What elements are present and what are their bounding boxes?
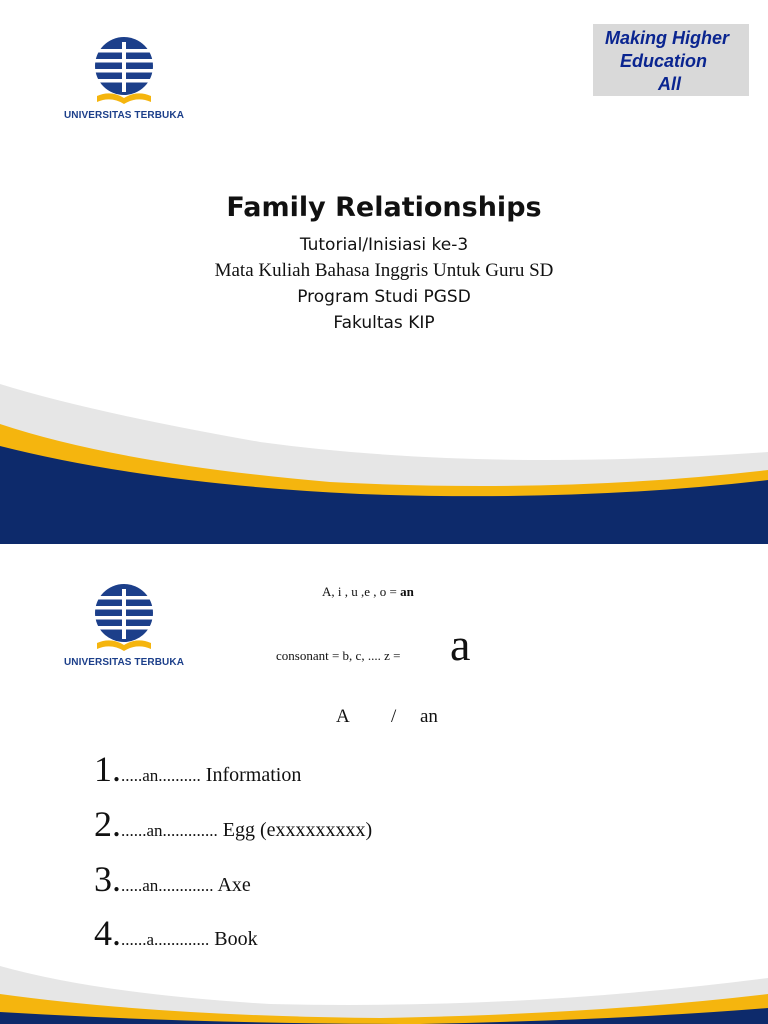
item-lead-dots: ..... — [121, 766, 143, 785]
item-word: Egg (exxxxxxxxx) — [217, 819, 373, 841]
vowel-rule-answer: an — [400, 584, 414, 599]
item-word: Information — [200, 764, 302, 786]
item-trail-dots: ............. — [154, 930, 210, 949]
item-word: Axe — [213, 874, 251, 896]
item-lead-dots: ...... — [121, 930, 147, 949]
slide-articles — [0, 544, 768, 1024]
tagline-line-3: All — [658, 74, 682, 94]
item-word: Book — [209, 928, 258, 950]
exercise-item-2 — [94, 803, 372, 845]
item-number: 1. — [94, 749, 121, 789]
tagline-box — [593, 24, 749, 96]
item-answer: an — [146, 821, 163, 840]
decorative-wave — [0, 384, 768, 544]
vowel-rule-text: A, i , u ,e , o = — [322, 584, 401, 599]
university-logo — [62, 36, 186, 126]
choice-an: an — [420, 706, 438, 727]
exercise-item-3 — [94, 858, 251, 900]
item-answer: a — [146, 930, 155, 949]
consonant-rule: consonant = b, c, .... z = — [276, 648, 401, 663]
tagline-line-1: Making Higher — [605, 28, 730, 48]
subtitle-program: Program Studi PGSD — [297, 287, 471, 307]
university-name: UNIVERSITAS TERBUKA — [63, 110, 185, 121]
decorative-wave — [0, 954, 768, 1024]
ut-emblem-icon — [89, 583, 159, 655]
item-answer: an — [142, 766, 159, 785]
choice-a: A — [336, 706, 350, 727]
subtitle-faculty: Fakultas KIP — [333, 313, 435, 333]
item-number: 3. — [94, 859, 121, 899]
tagline-line-2: Education — [620, 51, 708, 71]
exercise-item-1 — [94, 748, 301, 790]
item-number: 2. — [94, 804, 121, 844]
subtitle-tutorial: Tutorial/Inisiasi ke-3 — [299, 235, 469, 255]
choice-separator: / — [391, 706, 397, 727]
slide-title-heading: Family Relationships — [226, 192, 542, 223]
item-answer: an — [142, 876, 159, 895]
university-logo — [62, 583, 186, 673]
item-lead-dots: ..... — [121, 876, 143, 895]
item-trail-dots: ............. — [162, 821, 218, 840]
university-name: UNIVERSITAS TERBUKA — [63, 657, 185, 668]
item-lead-dots: ...... — [121, 821, 147, 840]
consonant-rule-answer: a — [450, 619, 471, 670]
item-trail-dots: .......... — [158, 766, 201, 785]
item-number: 4. — [94, 913, 121, 953]
subtitle-course: Mata Kuliah Bahasa Inggris Untuk Guru SD — [214, 260, 554, 281]
ut-emblem-icon — [89, 36, 159, 108]
exercise-item-4 — [94, 912, 258, 954]
item-trail-dots: ............. — [158, 876, 214, 895]
vowel-rule — [322, 584, 414, 600]
